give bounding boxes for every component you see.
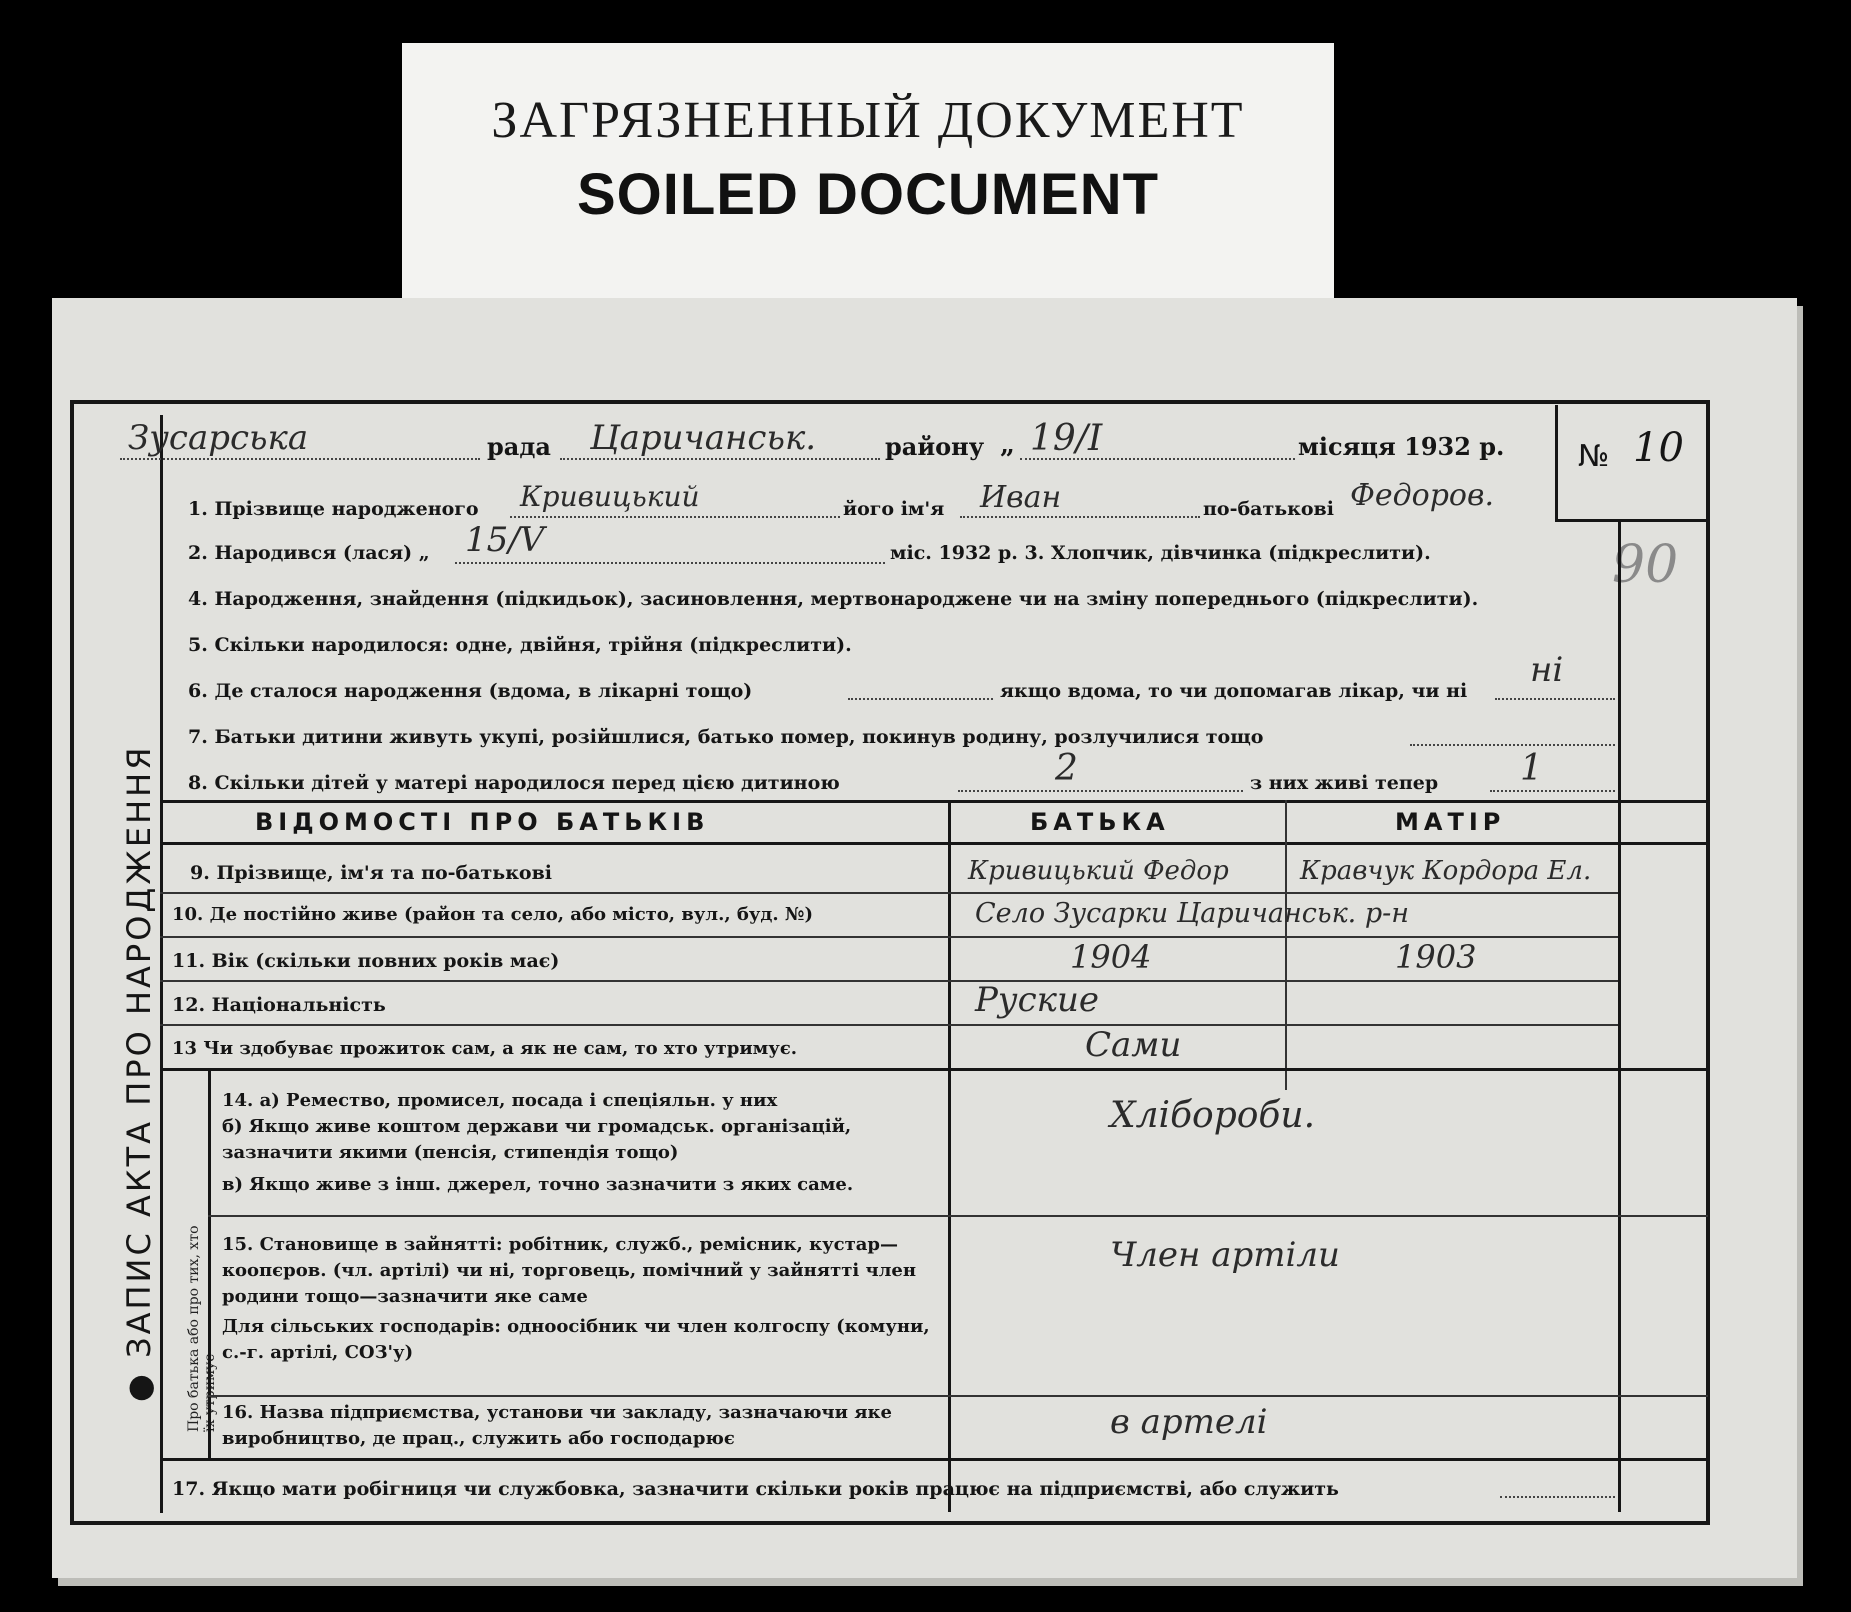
- table-head-father: БАТЬКА: [1030, 808, 1170, 836]
- row-13-hw: Сами: [1085, 1025, 1182, 1065]
- row-16-hw: в артелі: [1110, 1402, 1268, 1442]
- row-14a-text: 14. а) Ремество, промисел, посада і спеціяльн. у них: [222, 1090, 778, 1111]
- row-15a-text: 15. Становище в зайнятті: робітник, служб., ремісник, кустар—коопєров. (чл. артілі) чи ні, торговець, помічний у зайнятті член родини тощо—зазначити яке саме: [222, 1234, 917, 1307]
- row-8-count-hw: 2: [1055, 748, 1078, 789]
- row-7-label: 7. Батьки дитини живуть укупі, розійшлися, батько помер, покинув родину, розлучилися тощо: [188, 726, 1264, 748]
- row-6-answer-hw: ні: [1530, 650, 1564, 690]
- row-10-hw: Село Зусарки Царичанськ. р-н: [975, 898, 1410, 929]
- soiled-document-label: [402, 43, 1334, 303]
- label-russian: ЗАГРЯЗНЕННЫЙ ДОКУМЕНТ: [491, 92, 1245, 149]
- row-15-hw: Член артіли: [1110, 1235, 1340, 1275]
- row-10-label: 10. Де постійно живе (район та село, або місто, вул., буд. №): [172, 904, 814, 925]
- vertical-form-title: ● ЗАПИС АКТА ПРО НАРОДЖЕННЯ: [120, 744, 158, 1402]
- row-8-rest: з них живі тепер: [1250, 772, 1439, 794]
- council-handwriting: Зусарська: [128, 418, 309, 458]
- number-label: №: [1578, 439, 1610, 474]
- row-2-rest: міс. 1932 р. 3. Хлопчик, дівчинка (підкреслити).: [890, 542, 1431, 564]
- row-8-label: 8. Скільки дітей у матері народилося перед цією дитиною: [188, 772, 840, 794]
- row-2-label: 2. Народився (лася) „: [188, 542, 430, 564]
- row-8-living-hw: 1: [1520, 748, 1543, 789]
- row-4-label: 4. Народження, знайдення (підкидьок), засиновлення, мертвонароджене чи на зміну попереднього (підкреслити).: [188, 588, 1479, 610]
- row-11-father-hw: 1904: [1070, 938, 1152, 976]
- district-label: району: [885, 432, 985, 461]
- row-14-block: [222, 1088, 937, 1198]
- row-5-label: 5. Скільки народилося: одне, двійня, трійня (підкреслити).: [188, 634, 852, 656]
- row-1-patronymic-label: по-батькові: [1203, 498, 1334, 520]
- row-12-hw: Руские: [975, 980, 1099, 1020]
- row-9-mother-hw: Кравчук Кордора Ел.: [1300, 856, 1592, 886]
- side-pencil-mark: 90: [1612, 535, 1679, 595]
- row-1-label: 1. Прізвище народженого: [188, 498, 479, 520]
- month-label: місяця 1932 р.: [1298, 432, 1505, 461]
- row-1-name-hw: Иван: [980, 480, 1062, 515]
- row-17-label: 17. Якщо мати робігниця чи службовка, зазначити скільки років працює на підприємстві, або служить: [172, 1478, 1339, 1500]
- row-1-name-label: його ім'я: [843, 498, 945, 520]
- row-14b-text: б) Якщо живе коштом держави чи громадськ. організацій, зазначити якими (пенсія, стипендія тощо): [222, 1116, 852, 1163]
- row-11-label: 11. Вік (скільки повних років має): [172, 950, 560, 972]
- record-number-box: [1555, 405, 1710, 522]
- council-label: рада: [487, 432, 551, 461]
- day-handwriting: 19/I: [1030, 418, 1103, 459]
- vertical-subtitle: Про батька або про тих, хто їх утримує: [186, 1225, 218, 1432]
- row-9-label: 9. Прізвище, ім'я та по-батькові: [190, 862, 553, 884]
- row-1-surname-hw: Кривицький: [520, 480, 700, 513]
- row-15b-text: Для сільських господарів: одноосібник чи член колгоспу (комуни, с.-г. артілі, СОЗ'у): [222, 1316, 930, 1363]
- row-14-hw: Хлібороби.: [1110, 1095, 1316, 1136]
- row-13-label: 13 Чи здобуває прожиток сам, а як не сам, то хто утримує.: [172, 1038, 798, 1059]
- row-11-mother-hw: 1903: [1395, 938, 1477, 976]
- row-12-label: 12. Національність: [172, 994, 386, 1016]
- district-handwriting: Царичанськ.: [590, 418, 817, 458]
- row-2-day-hw: 15/V: [465, 520, 545, 560]
- number-value: 10: [1633, 425, 1684, 471]
- row-14c-text: в) Якщо живе з інш. джерел, точно зазначити з яких саме.: [222, 1174, 854, 1195]
- row-1-patronymic-hw: Федоров.: [1350, 478, 1494, 513]
- table-head-mother: МАТІР: [1395, 808, 1506, 836]
- row-16-text: 16. Назва підприємства, установи чи закладу, зазначаючи яке виробництво, де прац., служить або господарює: [222, 1402, 892, 1449]
- row-15-block: [222, 1232, 937, 1366]
- row-6-rest: якщо вдома, то чи допомагав лікар, чи ні: [1000, 680, 1468, 702]
- table-head-info: ВІДОМОСТІ ПРО БАТЬКІВ: [255, 808, 710, 836]
- row-6-label: 6. Де сталося народження (вдома, в лікарні тощо): [188, 680, 753, 702]
- row-9-father-hw: Кривицький Федор: [968, 856, 1229, 886]
- day-quote: „: [1000, 430, 1015, 460]
- label-english: SOILED DOCUMENT: [576, 162, 1160, 227]
